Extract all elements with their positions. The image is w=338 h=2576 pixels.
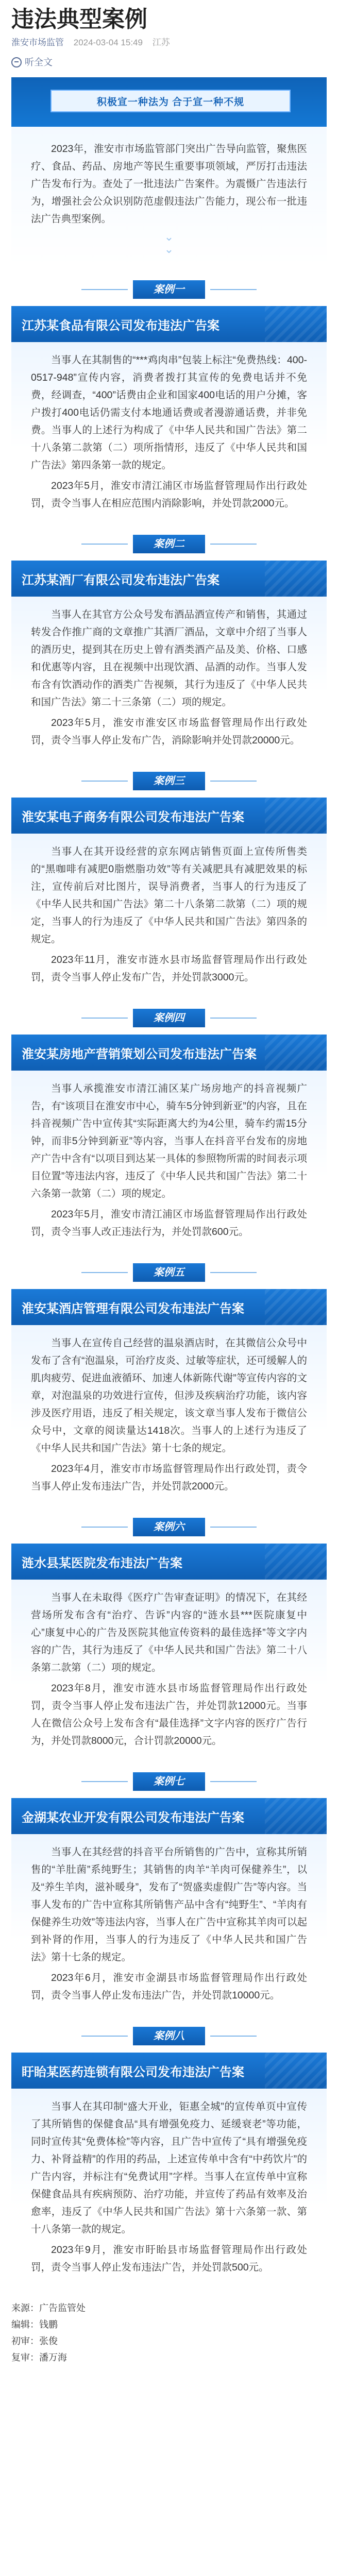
case-title-text: 江苏某酒厂有限公司发布违法广告案 bbox=[22, 573, 219, 587]
footer-final-reviewer: 复审：潘万海 bbox=[11, 2352, 67, 2363]
case-title-text: 淮安某酒店管理有限公司发布违法广告案 bbox=[22, 1301, 244, 1316]
publish-location: 江苏 bbox=[152, 38, 170, 47]
case-paragraph: 当事人在其制售的“***鸡肉串”包装上标注“免费热线：400-0517-948”宣传内容，消费者拨打其宣传的免费电话并不免费，经调查，“400”话费由企业和国家400电话的用户分摊，客户拨打400电话仍需支付本地通话费或者漫游通话费，并非免费。当事人的上述行为构成了《中华人民共和国广告法》第二十八条第二款第（二）项所指情形，违反了《中华人民共和国广告法》第四条第一款的规定。 bbox=[31, 354, 307, 471]
case-title bbox=[11, 1544, 327, 1580]
case-paragraph: 2023年4月，淮安市市场监督管理局作出行政处罚，责令当事人停止发布违法广告，并处罚款2000元。 bbox=[31, 1463, 307, 1492]
chevron-down-icon: ⌄ ⌄ bbox=[164, 230, 174, 256]
article-footer bbox=[11, 2300, 327, 2366]
footer-editor: 编辑：钱鹏 bbox=[11, 2319, 58, 2330]
case-title-text: 江苏某食品有限公司发布违法广告案 bbox=[22, 318, 219, 333]
case-paragraph: 当事人承揽淮安市清江浦区某广场房地产的抖音视频广告，有“该项目在淮安市中心，骑车5分钟到新亚”的内容，且在抖音视频广告中宣传其“实际距离大约为4公里，骑车约需15分钟，而非5分钟到新亚”等内容，当事人在抖音平台发布的房地产广告中含有“以项目到达某一具体的参照物所需的时间表示项目位置”等违法内容，违反了《中华人民共和国广告法》第二十六条第一款第（二）项的规定。 bbox=[31, 1083, 307, 1199]
footer-source: 来源：广告监管处 bbox=[11, 2303, 86, 2313]
account-name[interactable]: 淮安市场监管 bbox=[11, 38, 64, 47]
title-stripe-decoration bbox=[265, 1035, 327, 1071]
title-stripe-decoration bbox=[265, 561, 327, 597]
case-paragraph: 2023年8月，淮安市涟水县市场监督管理局作出行政处罚，责令当事人停止发布违法广告，并处罚款12000元。当事人在微信公众号上发布含有“最佳选择”文字内容的医疗广告行为，并处罚款8000元，合计罚款20000元。 bbox=[31, 1683, 307, 1747]
case-title bbox=[11, 798, 327, 834]
publish-datetime: 2024-03-04 15:49 bbox=[73, 38, 143, 47]
listen-fulltext-label: 听全文 bbox=[25, 57, 53, 67]
case-title-text: 淮安某房地产营销策划公司发布违法广告案 bbox=[22, 1047, 257, 1061]
case-tab: 案例四 bbox=[133, 1009, 205, 1027]
case-paragraph: 2023年9月，淮安市盱眙县市场监督管理局作出行政处罚，责令当事人停止发布违法广告，并处罚款500元。 bbox=[31, 2244, 307, 2273]
case-title bbox=[11, 2053, 327, 2089]
header-banner bbox=[11, 77, 327, 127]
case-title bbox=[11, 1798, 327, 1834]
title-stripe-decoration bbox=[265, 1544, 327, 1580]
audio-icon bbox=[11, 57, 22, 67]
case-tab: 案例六 bbox=[133, 1518, 205, 1536]
case-title bbox=[11, 1035, 327, 1071]
case-paragraph: 2023年5月，淮安市淮安区市场监督管理局作出行政处罚，责令当事人停止发布广告，消除影响并处罚款20000元。 bbox=[31, 717, 307, 746]
intro-section bbox=[11, 127, 327, 266]
case-title-text: 金湖某农业开发有限公司发布违法广告案 bbox=[22, 1810, 244, 1825]
case-title bbox=[11, 561, 327, 597]
case-paragraph: 2023年5月，淮安市清江浦区市场监督管理局作出行政处罚，责令当事人在相应范围内消除影响，并处罚款2000元。 bbox=[31, 480, 307, 509]
case-tab: 案例三 bbox=[133, 772, 205, 790]
title-stripe-decoration bbox=[265, 2053, 327, 2089]
case-tab: 案例一 bbox=[133, 280, 205, 299]
footer-reviewer: 初审：张俊 bbox=[11, 2336, 58, 2346]
case-body bbox=[11, 1325, 327, 1503]
article-meta bbox=[11, 35, 327, 50]
title-stripe-decoration bbox=[265, 798, 327, 834]
case-paragraph: 当事人在宣传自己经营的温泉酒店时，在其微信公众号中发布了含有“泡温泉，可治疗皮炎、过敏等症状，还可缓解人的肌肉疲劳、促进血液循环、加速人体新陈代谢”等宣传内容的文章，对泡温泉的功效进行宣传，但涉及疾病治疗功能，该内容涉及医疗用语，违反了相关规定，该文章当事人发布于微信公众号中，文章的阅读量达1418次。当事人的上述行为违反了《中华人民共和国广告法》第十七条的规定。 bbox=[31, 1337, 307, 1454]
case-tab: 案例八 bbox=[133, 2027, 205, 2045]
case-tab: 案例五 bbox=[133, 1263, 205, 1282]
title-stripe-decoration bbox=[265, 1289, 327, 1325]
case-body bbox=[11, 2089, 327, 2284]
case-paragraph: 当事人在其开设经营的京东网店销售页面上宣传所售类的“黑咖啡有减肥0脂燃脂功效”等有关减肥具有减肥效果的标注，宣传前后对比图片，误导消费者，当事人的行为违反了《中华人民共和国广告法》第二十八条第二款第（二）项的规定，当事人的行为违反了《中华人民共和国广告法》第四条的规定。 bbox=[31, 846, 307, 945]
case-tab: 案例七 bbox=[133, 1772, 205, 1791]
article-title: 违法典型案例 bbox=[11, 7, 147, 32]
case-paragraph: 2023年6月，淮安市金湖县市场监督管理局作出行政处罚，责令当事人停止发布违法广告，并处罚款10000元。 bbox=[31, 1972, 307, 2001]
title-stripe-decoration bbox=[265, 306, 327, 342]
case-title-text: 淮安某电子商务有限公司发布违法广告案 bbox=[22, 810, 244, 824]
case-paragraph: 当事人在其官方公众号发布酒品酒宣传产和销售，其通过转发合作推广商的文章推广其酒厂酒品，文章中介绍了当事人的酒历史，提到其在历史上曾有酒类酒产品及美、价格、口感和优惠等内容，且在视频中出现饮酒、品酒的动作。当事人发布含有饮酒动作的酒类广告视频，其行为违反了《中华人民共和国广告法》第二十三条第（二）项的规定。 bbox=[31, 609, 307, 708]
case-title-text: 涟水县某医院发布违法广告案 bbox=[22, 1556, 182, 1570]
case-body bbox=[11, 1834, 327, 2012]
case-tab: 案例二 bbox=[133, 535, 205, 553]
case-body bbox=[11, 597, 327, 757]
case-title-text: 盱眙某医药连锁有限公司发布违法广告案 bbox=[22, 2065, 244, 2079]
case-paragraph: 当事人在其经营的抖音平台所销售的广告中，宣称其所销售的“羊肚菌”系纯野生；其销售的肉羊“羊肉可保健养生”，以及“养生羊肉，滋补暖身”，发布了“贺盛卖虚假广告”等内容。当事人发布的广告中宣称其所销售产品中含有“纯野生”、“羊肉有保健养生功效”等违法内容，当事人在广告中宣称其羊肉可以起到补肾的作用，当事人的行为违反了《中华人民共和国广告法》第十七条的规定。 bbox=[31, 1846, 307, 1963]
case-body bbox=[11, 1580, 327, 1758]
banner-slogan: 积极宣一种法为 合于宣一种不规 bbox=[50, 90, 291, 112]
listen-fulltext-button[interactable] bbox=[11, 55, 327, 70]
case-title bbox=[11, 306, 327, 342]
case-body bbox=[11, 342, 327, 520]
case-paragraph: 当事人在其印制“盛大开业，钜惠全城”的宣传单页中宣传了其所销售的保健食品“具有增强免疫力、延缓衰老”等功能，同时宣传其“免费体检”等内容，且广告中宣传了“具有增强免疫力、补肾益精”的作用的药品，上述宣传单中含有“中药饮片”的广告内容，并标注有“免费试用”字样。当事人在宣传单中宣称保健食品具有疾病预防、治疗功能，并宣传了药品有效率及治愈率，违反了《中华人民共和国广告法》第十六条第一款、第十八条第一款的规定。 bbox=[31, 2101, 307, 2235]
title-stripe-decoration bbox=[265, 1798, 327, 1834]
case-paragraph: 当事人在未取得《医疗广告审查证明》的情况下，在其经营场所发布含有“治疗、告诉”内容的“涟水县***医院康复中心”康复中心的广告及医院其他宣传资料的最佳选择”等文字内容的广告，其行为违反了《中华人民共和国广告法》第二十八条第二款第（二）项的规定。 bbox=[31, 1592, 307, 1673]
case-body bbox=[11, 1071, 327, 1249]
case-paragraph: 2023年11月，淮安市涟水县市场监督管理局作出行政处罚，责令当事人停止发布广告，并处罚款3000元。 bbox=[31, 954, 307, 983]
intro-paragraph: 2023年，淮安市市场监管部门突出广告导向监管，聚焦医疗、食品、药品、房地产等民生重要事项领域，严厉打击违法广告发布行为。查处了一批违法广告案件。为震慑广告违法行为，增强社会公众识别防范虚假违法广告能力，现公布一批违法广告典型案例。 bbox=[31, 143, 307, 225]
case-title bbox=[11, 1289, 327, 1325]
case-paragraph: 2023年5月，淮安市清江浦区市场监督管理局作出行政处罚，责令当事人改正违法行为，并处罚款600元。 bbox=[31, 1209, 307, 1238]
case-body bbox=[11, 834, 327, 994]
